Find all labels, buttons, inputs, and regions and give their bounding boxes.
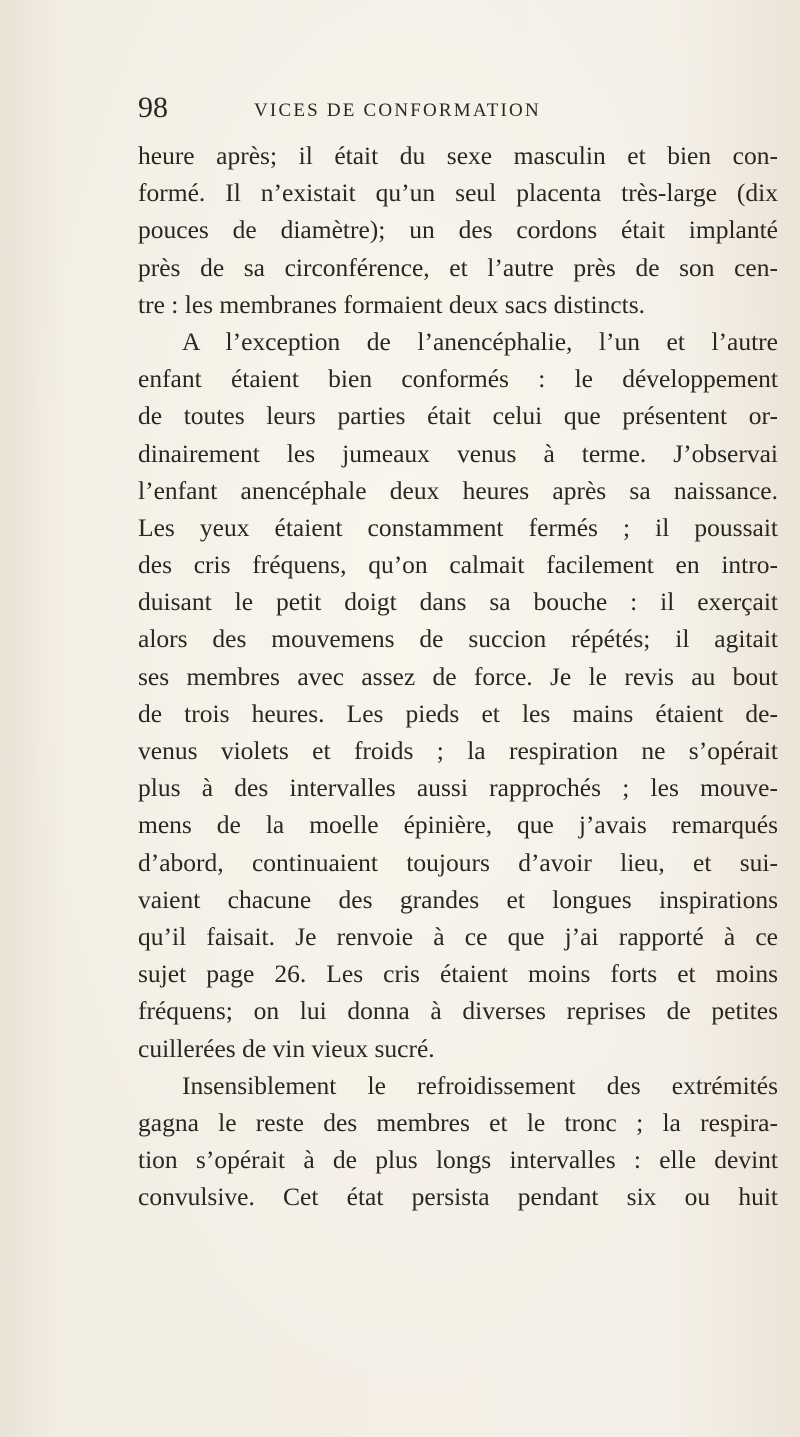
running-head: VICES DE CONFORMATION	[254, 100, 541, 121]
text-line: Insensiblement le refroidissement des extrémités	[182, 1070, 778, 1100]
text-line: Les yeux étaient constamment fermés ; il poussait	[138, 512, 778, 542]
text-line: enfant étaient bien conformés : le développement	[138, 364, 778, 394]
text-line: de trois heures. Les pieds et les mains étaient de-	[138, 698, 778, 728]
text-line: convulsive. Cet état persista pendant six ou huit	[138, 1182, 778, 1212]
text-line: sujet page 26. Les cris étaient moins forts et moins	[138, 959, 778, 989]
text-line: fréquens; on lui donna à diverses reprises de petites	[138, 996, 778, 1026]
text-line: mens de la moelle épinière, que j’avais remarqués	[138, 810, 778, 840]
text-line: tion s’opérait à de plus longs intervalles : elle devint	[138, 1145, 778, 1175]
text-line: vaient chacune des grandes et longues inspirations	[138, 884, 778, 914]
text-line: gagna le reste des membres et le tronc ; la respira-	[138, 1107, 778, 1137]
text-line: près de sa circonférence, et l’autre près de son cen-	[138, 252, 778, 282]
page-number: 98	[138, 91, 168, 124]
text-line: ses membres avec assez de force. Je le revis au bout	[138, 661, 778, 691]
body-text	[138, 137, 778, 1215]
text-line: cuillerées de vin vieux sucré.	[138, 1033, 435, 1063]
text-line: formé. Il n’existait qu’un seul placenta très-large (dix	[138, 178, 778, 208]
text-line: tre : les membranes formaient deux sacs distincts.	[138, 289, 646, 319]
page-header	[138, 91, 778, 131]
text-line: alors des mouvemens de succion répétés; il agitait	[138, 624, 778, 654]
text-line: venus violets et froids ; la respiration ne s’opérait	[138, 736, 778, 765]
text-line: dinairement les jumeaux venus à terme. J’observai	[138, 438, 778, 468]
text-line: qu’il faisait. Je renvoie à ce que j’ai rapporté à ce	[138, 921, 778, 951]
text-line: plus à des intervalles aussi rapprochés ; les mouve-	[138, 773, 778, 803]
text-line: des cris fréquens, qu’on calmait facilement en intro-	[138, 550, 778, 580]
text-line: pouces de diamètre); un des cordons était implanté	[138, 215, 778, 245]
text-line: duisant le petit doigt dans sa bouche : il exerçait	[138, 587, 778, 617]
text-line: d’abord, continuaient toujours d’avoir lieu, et sui-	[138, 847, 778, 877]
text-line: A l’exception de l’anencéphalie, l’un et l’autre	[182, 326, 778, 356]
text-line: heure après; il était du sexe masculin et bien con-	[138, 141, 778, 170]
text-line: de toutes leurs parties était celui que présentent or-	[138, 401, 778, 431]
text-line: l’enfant anencéphale deux heures après sa naissance.	[138, 475, 778, 505]
